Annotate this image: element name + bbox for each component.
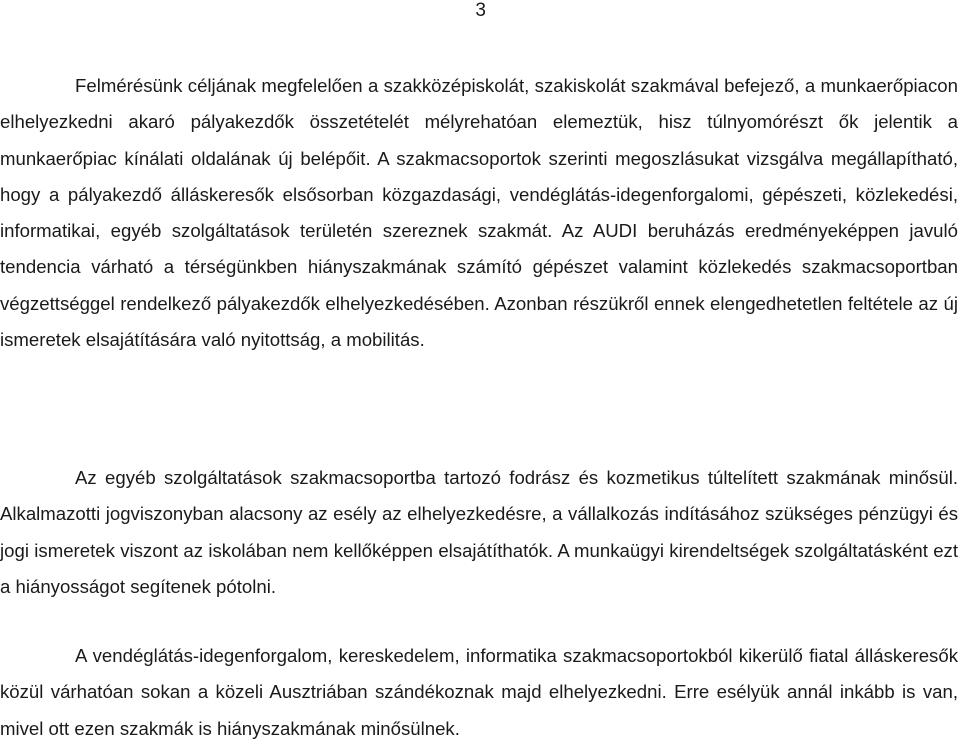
paragraph-3 bbox=[0, 638, 958, 747]
page-number: 3 bbox=[475, 0, 486, 21]
paragraph-3-text: A vendéglátás-idegenforgalom, kereskedelem, informatika szakmacsoportokból kikerülő fiatal álláskeresők közül várhatóan sokan a közeli Ausztriában szándékoznak majd elhelyezkedni. Erre esélyük annál inkább is van, mivel ott ezen szakmák is hiányszakmának minősülnek. bbox=[0, 645, 958, 739]
paragraph-1-text: Felmérésünk céljának megfelelően a szakközépiskolát, szakiskolát szakmával befejező, a munkaerőpiacon elhelyezkedni akaró pályakezdők összetételét mélyrehatóan elemeztük, hisz túlnyomórészt ők jelentik a munkaerőpiac kínálati oldalának új belépőit. A szakmacsoportok szerinti megoszlásukat vizsgálva megállapítható, hogy a pályakezdő álláskeresők elsősorban közgazdasági, vendéglátás-idegenforgalomi, gépészeti, közlekedési, informatikai, egyéb szolgáltatások területén szereznek szakmát. Az AUDI beruházás eredményeképpen javuló tendencia várható a térségünkben hiányszakmának számító gépészet valamint közlekedés szakmacsoportban végzettséggel rendelkező pályakezdők elhelyezkedésében. Azonban részükről ennek elengedhetetlen feltétele az új ismeretek elsajátítására való nyitottság, a mobilitás. bbox=[0, 75, 958, 351]
paragraph-2-text: Az egyéb szolgáltatások szakmacsoportba tartozó fodrász és kozmetikus túltelített szakmának minősül. Alkalmazotti jogviszonyban alacsony az esély az elhelyezkedésre, a vállalkozás indításához szükséges pénzügyi és jogi ismeretek viszont az iskolában nem kellőképpen elsajátíthatók. A munkaügyi kirendeltségek szolgáltatásként ezt a hiányosságot segítenek pótolni. bbox=[0, 467, 958, 597]
paragraph-1 bbox=[0, 68, 958, 358]
paragraph-2 bbox=[0, 460, 958, 605]
